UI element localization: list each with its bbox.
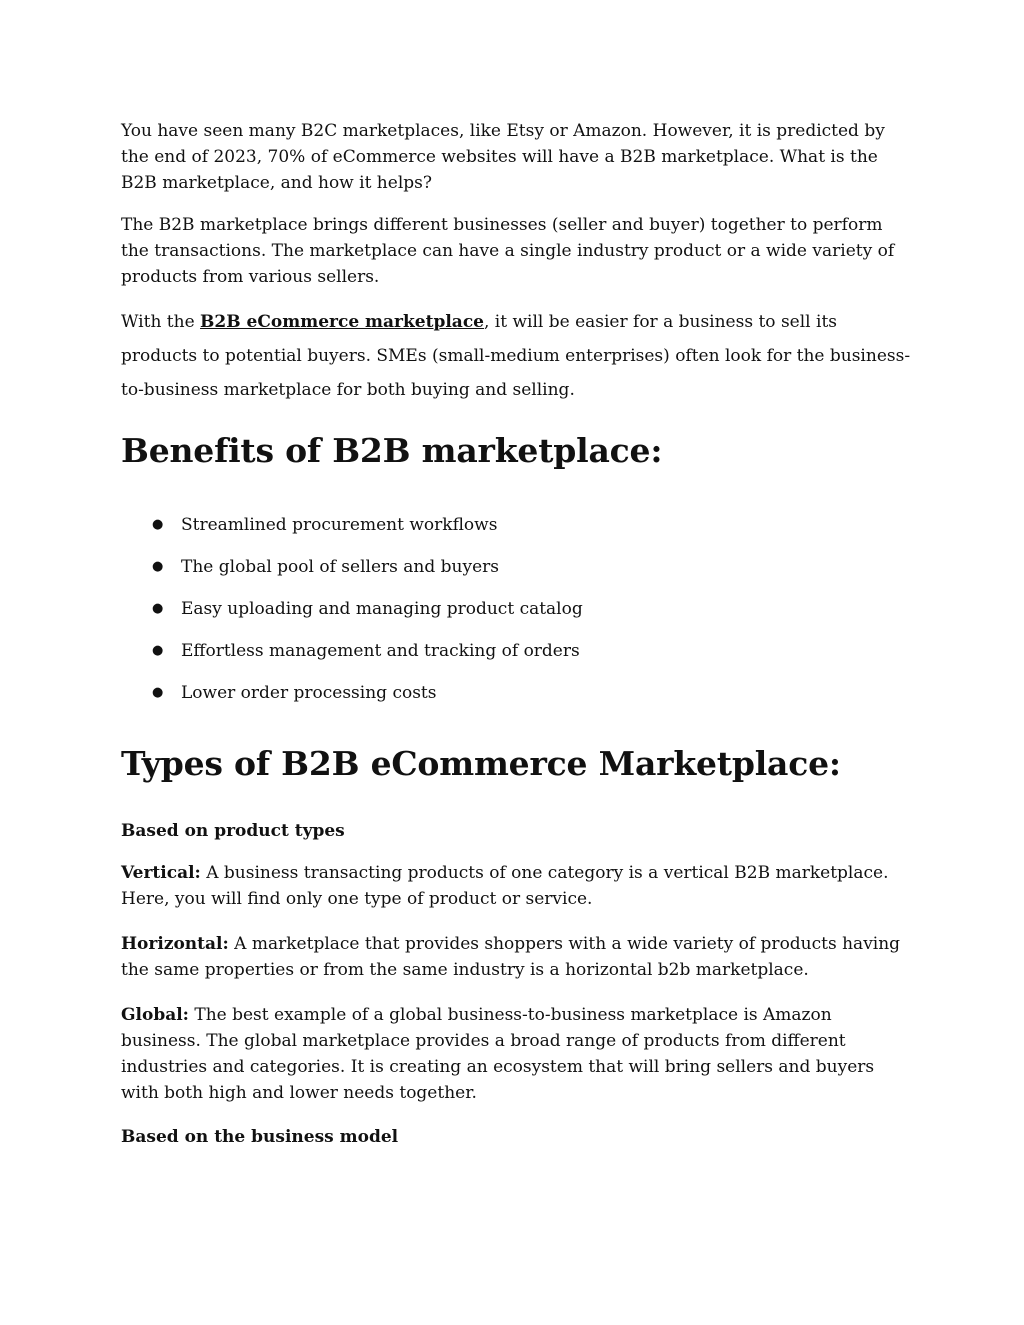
vertical-definition [121, 860, 911, 912]
global-term: Global: [121, 1005, 189, 1025]
intro-paragraph-3 [121, 305, 911, 407]
horizontal-definition [121, 931, 911, 983]
intro-paragraph-2: The B2B marketplace brings different businesses (seller and buyer) together to perform the transactions. The marketplace can have a single industry product or a wide variety of products from various sellers. [121, 215, 895, 287]
global-definition [121, 1002, 911, 1106]
list-item-text: Lower order processing costs [181, 683, 437, 703]
bullet-icon: ● [152, 601, 164, 616]
global-text: The best example of a global business-to-business marketplace is Amazon business. The global marketplace provides a broad range of products from different industries and categories. It is creating an ecosystem that will bring sellers and buyers with both high and lower needs together. [121, 1005, 875, 1103]
list-item [121, 680, 911, 706]
benefits-heading: Benefits of B2B marketplace: [121, 431, 663, 470]
document-page [121, 118, 911, 1150]
bullet-icon: ● [152, 643, 164, 658]
list-item [121, 596, 911, 622]
list-item [121, 638, 911, 664]
list-item-text: Effortless management and tracking of orders [181, 641, 580, 661]
intro-paragraph-1: You have seen many B2C marketplaces, like Etsy or Amazon. However, it is predicted by the end of 2023, 70% of eCommerce websites will have a B2B marketplace. What is the B2B marketplace, and how it helps? [121, 121, 885, 193]
bullet-icon: ● [152, 517, 164, 532]
list-item-text: Easy uploading and managing product catalog [181, 599, 583, 619]
benefits-list [121, 512, 911, 706]
list-item-text: Streamlined procurement workflows [181, 515, 498, 535]
bullet-icon: ● [152, 559, 164, 574]
business-model-subheading: Based on the business model [121, 1127, 399, 1147]
horizontal-term: Horizontal: [121, 934, 229, 954]
b2b-marketplace-link[interactable]: B2B eCommerce marketplace [200, 312, 484, 332]
product-types-subheading: Based on product types [121, 821, 345, 841]
list-item [121, 512, 911, 538]
intro-p3-lead: With the [121, 312, 201, 332]
intro-p3-rest: , it will be easier for a business to sell its products to potential buyers. SMEs (small-medium enterprises) often look for the business-to-business marketplace for both buying and selling. [121, 312, 911, 400]
vertical-text: A business transacting products of one category is a vertical B2B marketplace. Here, you will find only one type of product or service. [121, 863, 889, 909]
list-item [121, 554, 911, 580]
bullet-icon: ● [152, 685, 164, 700]
horizontal-text: A marketplace that provides shoppers with a wide variety of products having the same properties or from the same industry is a horizontal b2b marketplace. [121, 934, 901, 980]
list-item-text: The global pool of sellers and buyers [181, 557, 499, 577]
vertical-term: Vertical: [121, 863, 201, 883]
types-heading: Types of B2B eCommerce Marketplace: [121, 744, 841, 783]
